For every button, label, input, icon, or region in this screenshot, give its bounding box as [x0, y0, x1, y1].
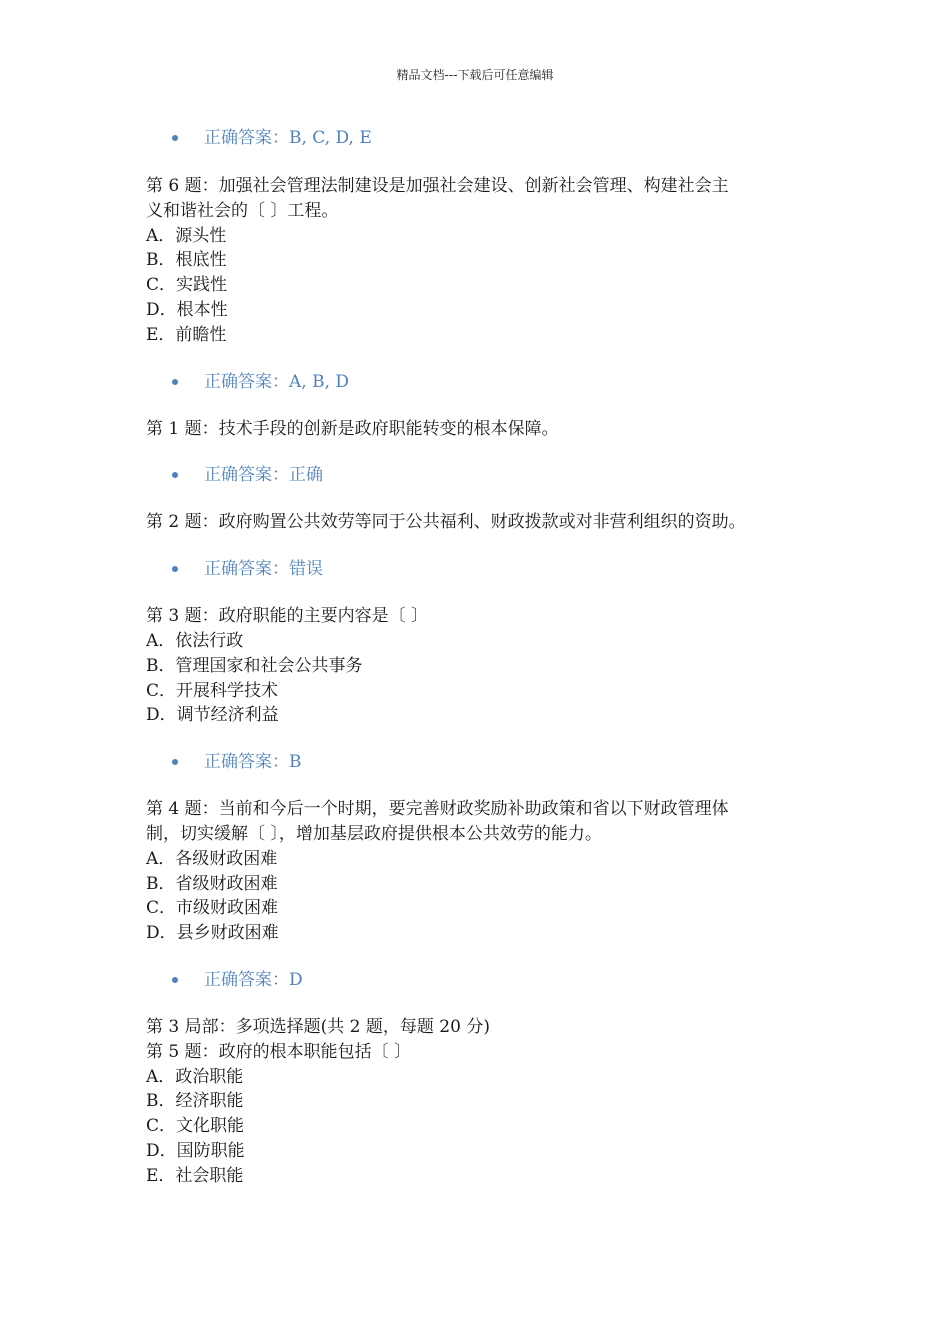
option-b: B．经济职能: [146, 1091, 244, 1112]
option-c: C．文化职能: [146, 1116, 245, 1137]
option-a: A．源头性: [146, 225, 227, 246]
question-text: 第 5 题：政府的根本职能包括〔 〕: [146, 1041, 412, 1062]
answer-text: 正确答案：B: [204, 752, 302, 773]
question-text: 第 3 题：政府职能的主要内容是〔 〕: [146, 606, 429, 627]
answer-text: 正确答案：B, C, D, E: [204, 128, 372, 148]
option-e: E．社会职能: [146, 1165, 244, 1186]
answer-previous: [146, 126, 846, 150]
answer-text: 正确答案：D: [204, 969, 303, 990]
bullet-icon: [172, 135, 178, 141]
question-4: [146, 797, 846, 946]
answer-q1: [146, 463, 846, 487]
question-1: [146, 417, 846, 442]
answer-text: 正确答案：正确: [204, 465, 323, 486]
question-3: [146, 604, 846, 728]
answer-q4: [146, 968, 846, 992]
question-5: [146, 1015, 846, 1189]
answer-q2: [146, 557, 846, 581]
option-b: B．根底性: [146, 250, 227, 271]
question-text: 第 6 题：加强社会管理法制建设是加强社会建设、创新社会管理、构建社会主: [146, 176, 729, 196]
bullet-icon: [172, 472, 178, 478]
option-d: D．国防职能: [146, 1140, 245, 1161]
question-text: 第 4 题：当前和今后一个时期，要完善财政奖励补助政策和省以下财政管理体: [146, 799, 729, 820]
answer-q6: [146, 370, 846, 394]
option-d: D．调节经济利益: [146, 705, 279, 726]
bullet-icon: [172, 977, 178, 983]
answer-text: 正确答案：A, B, D: [204, 371, 350, 392]
option-c: C．市级财政困难: [146, 898, 279, 919]
question-text: 制，切实缓解〔 〕，增加基层政府提供根本公共效劳的能力。: [146, 823, 602, 844]
option-b: B．管理国家和社会公共事务: [146, 655, 363, 676]
option-c: C．实践性: [146, 275, 228, 296]
question-6: [146, 174, 846, 348]
answer-q3: [146, 750, 846, 774]
question-text: 义和谐社会的〔 〕工程。: [146, 200, 339, 221]
document-body: [146, 126, 846, 1189]
bullet-icon: [172, 759, 178, 765]
question-text: 第 1 题：技术手段的创新是政府职能转变的根本保障。: [146, 418, 559, 439]
option-a: A．依法行政: [146, 630, 244, 651]
option-c: C．开展科学技术: [146, 680, 279, 701]
question-text: 第 2 题：政府购置公共效劳等同于公共福利、财政拨款或对非营利组织的资助。: [146, 512, 746, 533]
option-e: E．前瞻性: [146, 324, 227, 345]
option-b: B．省级财政困难: [146, 873, 278, 894]
answer-text: 正确答案：错误: [204, 559, 323, 580]
bullet-icon: [172, 379, 178, 385]
option-a: A．各级财政困难: [146, 848, 278, 869]
section-heading: 第 3 局部：多项选择题(共 2 题，每题 20 分): [146, 1016, 490, 1037]
bullet-icon: [172, 566, 178, 572]
option-a: A．政治职能: [146, 1066, 244, 1087]
question-2: [146, 510, 846, 535]
option-d: D．县乡财政困难: [146, 923, 279, 944]
page-header: 精品文档---下载后可任意编辑: [396, 68, 554, 82]
option-d: D．根本性: [146, 299, 228, 320]
